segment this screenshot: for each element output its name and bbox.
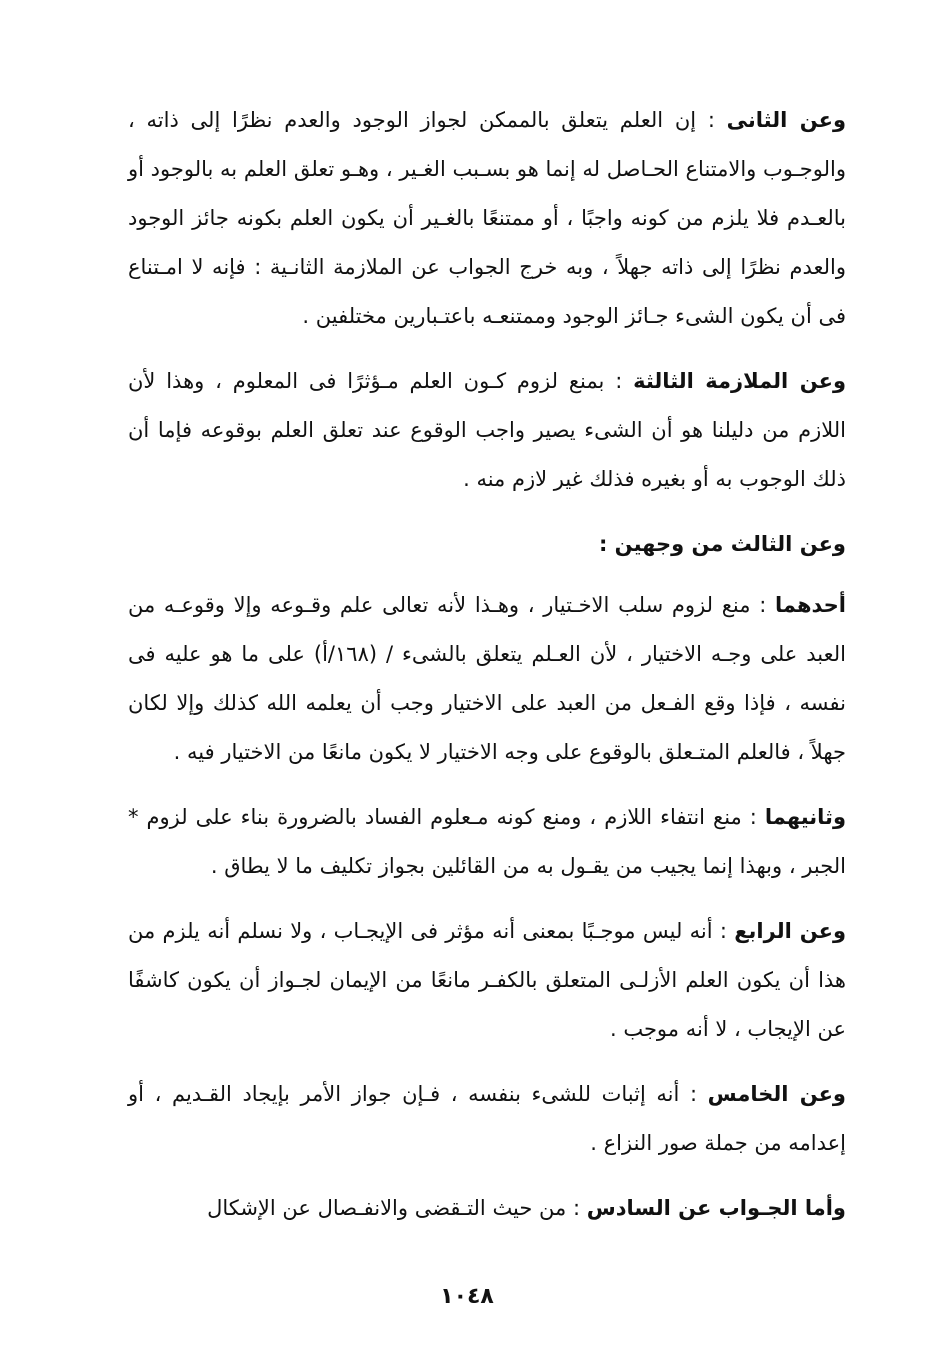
- paragraph-fourth-answer: [128, 907, 846, 1054]
- page-body: [128, 96, 846, 1326]
- paragraph-text: : أنه ليس موجـبًا بمعنى أنه مؤثر فى الإيجـاب ، ولا نسلم أنه يلزم من هذا أن يكون العلم الأزلـى المتعلق بالكفـر مانعًا من الإيمان لجـواز أن يكون كاشفًا عن الإيجاب ، لا أنه موجب .: [128, 919, 846, 1041]
- paragraph-lead: وعن الخامس: [707, 1082, 846, 1106]
- paragraph-second-aspect: [128, 793, 846, 891]
- paragraph-lead: وعن الثانى: [726, 108, 846, 132]
- paragraph-text: : منع انتفاء اللازم ، ومنع كونه مـعلوم الفساد بالضرورة بناء على لزوم * الجبر ، وبهذا إنما يجيب من يقـول به من القائلين بجواز تكليف ما لا يطاق .: [128, 805, 846, 878]
- paragraph-text: : بمنع لزوم كـون العلم مـؤثرًا فى المعلوم ، وهذا لأن اللازم من دليلنا هو أن الشىء يصير واجب الوقوع عند تعلق العلم بوقوعه فإما أن ذلك الوجوب به أو بغيره فذلك غير لازم منه .: [128, 369, 846, 491]
- paragraph-lead: وثانيهما: [764, 805, 846, 829]
- paragraph-text: : أنه إثبات للشىء بنفسه ، فـإن جواز الأمر بإيجاد القـديم ، أو إعدامه من جملة صور النزاع .: [128, 1082, 846, 1155]
- paragraph-lead: وأما الجـواب عن السادس: [586, 1196, 846, 1220]
- paragraph-first-aspect: [128, 581, 846, 777]
- paragraph-text: : من حيث التـقضى والانفـصال عن الإشكال: [207, 1196, 587, 1220]
- paragraph-second-answer: [128, 96, 846, 341]
- paragraph-fifth-answer: [128, 1070, 846, 1168]
- paragraph-lead: وعن الثالث من وجهين :: [598, 532, 846, 556]
- paragraph-text: : منع لزوم سلب الاخـتيار ، وهـذا لأنه تعالى علم وقـوعه وإلا وقوعـه من العبد على وجـه الاختيار ، لأن العـلم يتعلق بالشىء / (١٦٨/أ) على ما هو عليه فى نفسه ، فإذا وقع الفـعل من العبد على الاختيار وجب أن يعلمه الله كذلك وإلا لكان جهلاً ، فالعلم المتـعلق بالوقوع على وجه الاختيار لا يكون مانعًا من الاختيار فيه .: [128, 593, 846, 764]
- section-heading-third: [128, 520, 846, 569]
- paragraph-lead: وعن الملازمة الثالثة: [633, 369, 846, 393]
- paragraph-lead: وعن الرابع: [734, 919, 846, 943]
- paragraph-sixth-answer: [128, 1184, 846, 1233]
- page-number: ١٠٤٨: [440, 1284, 494, 1309]
- paragraph-text: : إن العلم يتعلق بالممكن لجواز الوجود والعدم نظرًا إلى ذاته ، والوجـوب والامتناع الحـاصل له إنما هو بسـبب الغـير ، وهـو تعلق العلم به بالوجود أو بالعـدم فلا يلزم من كونه واجبًا ، أو ممتنعًا بالغـير أن يكون العلم بكونه جائز الوجود والعدم نظرًا إلى ذاته جهلاً ، وبه خرج الجواب عن الملازمة الثانـية : فإنه لا امـتناع فى أن يكون الشىء جـائز الوجود وممتنعـه باعتـبارين مختلفين .: [128, 108, 846, 328]
- paragraph-lead: أحدهما: [775, 593, 846, 617]
- paragraph-third-correlation: [128, 357, 846, 504]
